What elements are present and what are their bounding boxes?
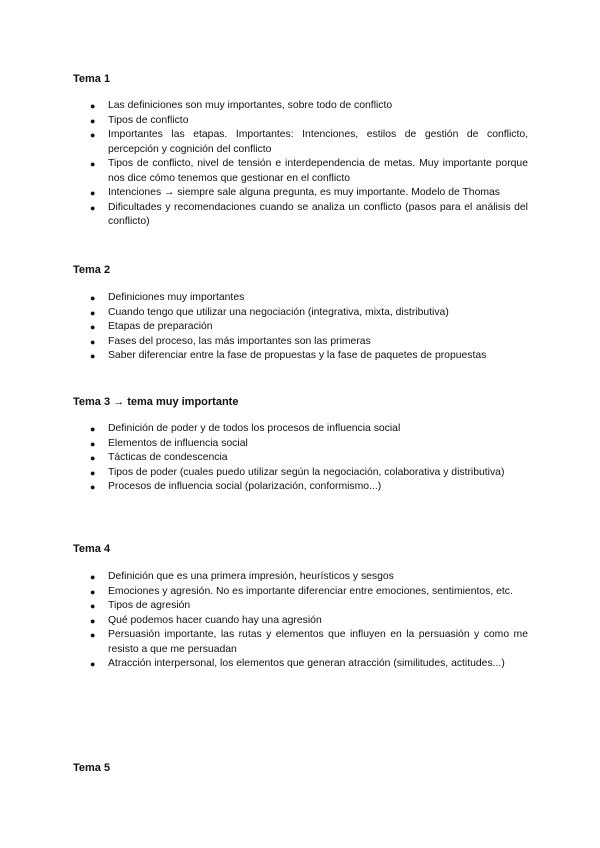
list-item — [90, 306, 528, 321]
list-item-text: Definición que es una primera impresión, heurísticos y sesgos — [108, 571, 394, 582]
list-item-text: Elementos de influencia social — [108, 437, 248, 449]
list-item-text: Cuando tengo que utilizar una negociación (integrativa, mixta, distributiva) — [108, 306, 449, 318]
bullet-icon: ● — [90, 630, 96, 640]
list-item-text: Dificultades y recomendaciones cuando se analiza un conflicto (pasos para el análisis del conflicto) — [108, 201, 528, 227]
list-item — [90, 614, 528, 629]
list-item-text: Etapas de preparación — [108, 321, 213, 332]
bullet-icon: ● — [90, 307, 96, 318]
bullet-icon: ● — [90, 293, 96, 303]
list-item — [90, 422, 528, 437]
section-tema-4 — [73, 542, 528, 669]
section-tema-3 — [73, 395, 528, 492]
list-item — [90, 335, 528, 350]
list-item — [90, 480, 528, 495]
bullet-icon: ● — [90, 601, 96, 611]
list-item — [90, 466, 528, 481]
bullet-list — [90, 99, 528, 230]
list-item-text: Qué podemos hacer cuando hay una agresión — [108, 614, 322, 626]
list-item-text: Las definiciones son muy importantes, sobre todo de conflicto — [108, 100, 393, 111]
list-item — [90, 320, 528, 335]
bullet-icon: ● — [90, 101, 96, 111]
bullet-icon: ● — [90, 586, 96, 597]
list-item — [90, 201, 528, 230]
bullet-icon: ● — [90, 322, 96, 332]
list-item-text: Tipos de conflicto — [108, 114, 189, 126]
bullet-icon: ● — [90, 115, 96, 126]
list-item-text: Tipos de conflicto, nivel de tensión e interdependencia de metas. Muy importante porque nos dice cómo tenemos que gestionar en el conflicto — [108, 158, 528, 184]
section-tema-5 — [73, 761, 528, 775]
list-item-text: Intenciones → siempre sale alguna pregunta, es muy importante. Modelo de Thomas — [108, 187, 500, 198]
list-item — [90, 451, 528, 466]
section-heading: Tema 5 — [73, 762, 111, 774]
bullet-icon: ● — [90, 336, 96, 347]
section-heading: Tema 1 — [73, 73, 111, 85]
list-item-text: Procesos de influencia social (polarización, conformismo...) — [108, 481, 382, 492]
list-item — [90, 128, 528, 157]
list-item — [90, 114, 528, 129]
bullet-icon: ● — [90, 202, 96, 213]
bullet-icon: ● — [90, 351, 96, 361]
list-item-text: Fases del proceso, las más importantes son las primeras — [108, 335, 371, 347]
bullet-icon: ● — [90, 453, 96, 463]
list-item — [90, 349, 528, 364]
list-item-text: Atracción interpersonal, los elementos que generan atracción (similitudes, actitudes...) — [108, 658, 505, 669]
list-item — [90, 657, 528, 672]
list-item — [90, 186, 528, 201]
list-item-text: Saber diferenciar entre la fase de propuestas y la fase de paquetes de propuestas — [108, 350, 487, 361]
section-tema-2 — [73, 263, 528, 361]
bullet-icon: ● — [90, 130, 96, 140]
list-item-text: Definiciones muy importantes — [108, 292, 245, 303]
bullet-icon: ● — [90, 572, 96, 582]
list-item — [90, 291, 528, 306]
bullet-icon: ● — [90, 482, 96, 492]
bullet-icon: ● — [90, 659, 96, 669]
list-item-text: Importantes las etapas. Importantes: Intenciones, estilos de gestión de conflicto, percepción y cognición del conflicto — [108, 129, 528, 155]
list-item — [90, 437, 528, 452]
list-item — [90, 570, 528, 585]
bullet-list — [90, 422, 528, 495]
list-item-text: Persuasión importante, las rutas y elementos que influyen en la persuasión y como me resisto a que me persuadan — [108, 629, 528, 655]
bullet-icon: ● — [90, 615, 96, 626]
list-item — [90, 99, 528, 114]
bullet-list — [90, 291, 528, 364]
bullet-list — [90, 570, 528, 672]
list-item — [90, 628, 528, 657]
bullet-icon: ● — [90, 424, 96, 434]
bullet-icon: ● — [90, 188, 96, 198]
section-tema-1 — [73, 72, 528, 227]
list-item — [90, 157, 528, 186]
list-item — [90, 599, 528, 614]
bullet-icon: ● — [90, 438, 96, 449]
list-item-text: Tipos de poder (cuales puedo utilizar según la negociación, colaborativa y distributiva) — [108, 466, 505, 478]
section-heading: Tema 4 — [73, 543, 111, 555]
bullet-icon: ● — [90, 159, 96, 169]
section-heading: Tema 2 — [73, 264, 111, 276]
section-heading: Tema 3 → tema muy importante — [73, 396, 239, 408]
list-item-text: Tipos de agresión — [108, 600, 191, 611]
list-item-text: Tácticas de condescencia — [108, 452, 228, 463]
list-item — [90, 585, 528, 600]
list-item-text: Emociones y agresión. No es importante diferenciar entre emociones, sentimientos, etc. — [108, 585, 513, 597]
bullet-icon: ● — [90, 467, 96, 478]
list-item-text: Definición de poder y de todos los procesos de influencia social — [108, 423, 401, 434]
